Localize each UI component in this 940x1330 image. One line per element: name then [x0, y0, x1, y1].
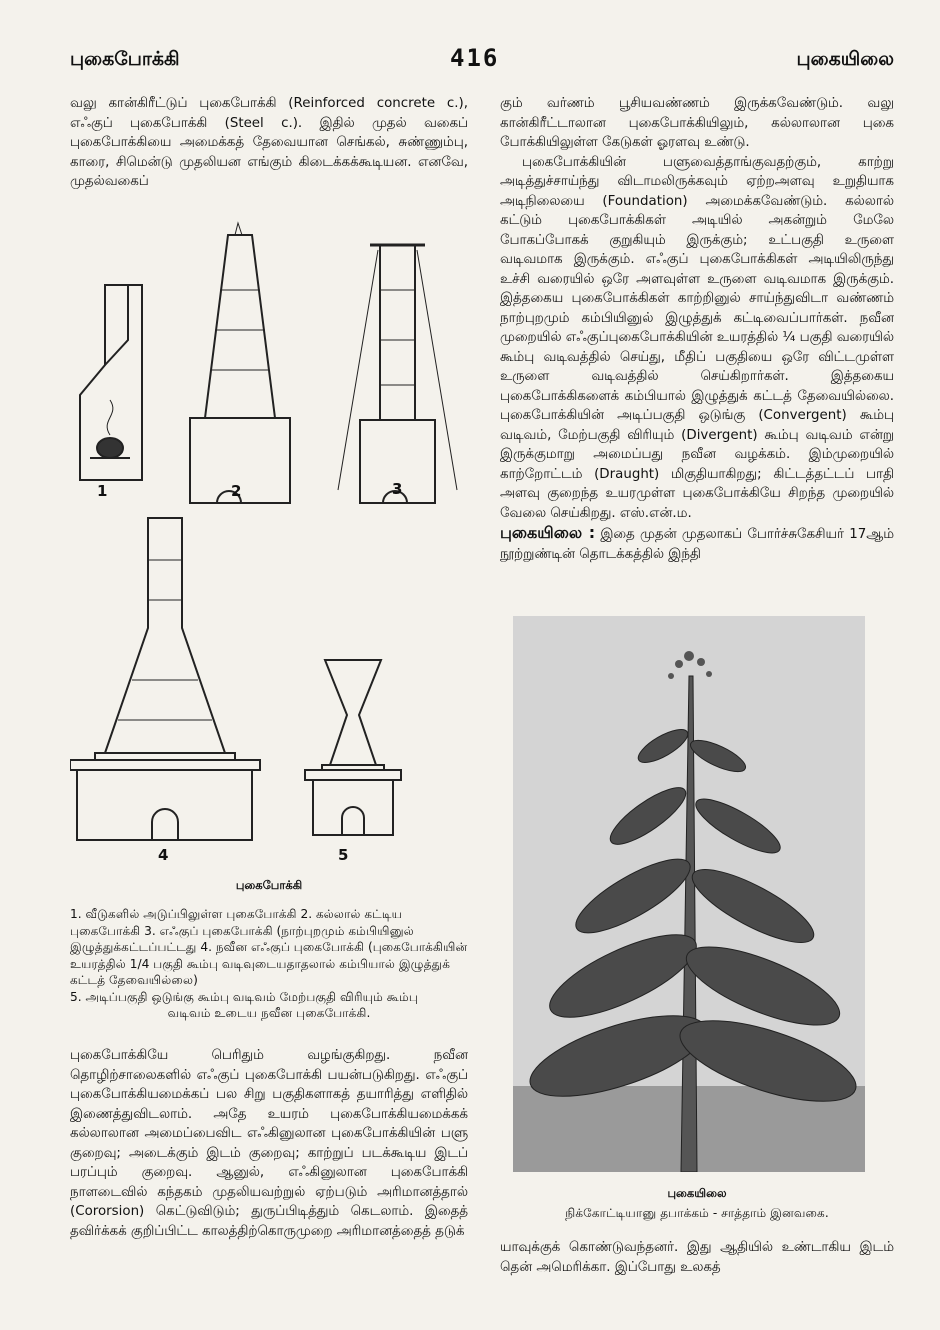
- left-column-bottom-text: [70, 1046, 468, 1241]
- figure-label-3: 3: [392, 480, 403, 498]
- right-column-top-text: [500, 94, 894, 564]
- figure-title: புகைபோக்கி: [235, 878, 303, 892]
- tobacco-plant-image: [513, 616, 865, 1172]
- caption-line: வடிவம் உடைய நவீன புகைபோக்கி.: [167, 1006, 371, 1020]
- left-column-top-text: [70, 94, 468, 192]
- chimney-2-drawing: [190, 223, 290, 503]
- paragraph: வலு கான்கிரீட்டுப் புகைபோக்கி (Reinforced concrete c.), எஃகுப் புகைபோக்கி (Steel c.). இதில் முதல் வகைப் புகைபோக்கியை அமைக்கத் தேவையான செங்கல், சுண்ணும்பு, காரை, சிமென்டு முதலியன எங்கும் கிடைக்கக்கூடியன. எனவே, முதல்வகைப்: [70, 96, 468, 189]
- paragraph: யாவுக்குக் கொண்டுவந்தனர். இது ஆதியில் உண்டாகிய இடம் தென் அமெரிக்கா. இப்போது உலகத்: [500, 1240, 894, 1275]
- chimney-5-drawing: [305, 660, 401, 835]
- tobacco-plant-photo: [513, 616, 865, 1172]
- chimney-1-drawing: [80, 285, 142, 480]
- chimney-4-drawing: [70, 518, 260, 840]
- figure-caption: [70, 906, 468, 1022]
- photo-title: புகையிலை: [667, 1186, 727, 1200]
- right-column-bottom-text: [500, 1238, 894, 1277]
- paragraph: புகைபோக்கியின் பளுவைத்தாங்குவதற்கும், காற்று அடித்துச்சாய்ந்து விடாமலிருக்கவும் ஏற்றஅளவு உறுதியாக அடிநிலையை (Foundation) அமைக்கவேண்டும். கல்லால் கட்டும் புகைபோக்கிகள் அடியில் அகன்றும் மேலே போகப்போகக் குறுகியும் இருக்கும்; உட்பகுதி உருளை வடிவமாக இருக்கும். எஃகுப் புகைபோக்கிகள் அடியிலிருந்து உச்சி வரையில் ஒரே அளவுள்ள உருளை வடிவமாக இருக்கும். இத்தகைய புகைபோக்கிகள் காற்றினுல் சாய்ந்துவிடா வண்ணம் நாற்புறமும் கம்பியினுல் இழுத்துக் கட்டிவைப்பார்கள். நவீன முறையில் எஃகுப்புகைபோக்கியின் உயரத்தில் ¼ பகுதி வரையில் கூம்பு வடிவத்தில் செய்து, மீதிப் பகுதியை ஒரே விட்டமுள்ள உருளை வடிவத்தில் செய்கிறார்கள். இத்தகைய புகைபோக்கிகளைக் கம்பியால் இழுத்துக் கட்டத் தேவையில்லை. புகைபோக்கியின் அடிப்பகுதி ஒடுங்கு (Convergent) கூம்பு வடிவம், மேற்பகுதி விரியும் (Divergent) கூம்பு வடிவம் என்று இருக்குமாறு அமைப்பது நவீன வழக்கம். இம்முறையில் காற்றோட்டம் (Draught) மிகுதியாகிறது; கிட்டத்தட்டப் பாதி அளவு குறைந்த உயரமுள்ள புகைபோக்கியே சிறந்த முறையில் வேலை செய்கிறது. எஸ்.என்.ம.: [500, 154, 894, 521]
- chimney-figure: [70, 210, 470, 870]
- figure-label-5: 5: [338, 846, 349, 864]
- entry-heading: புகையிலை :: [500, 523, 596, 542]
- figure-label-4: 4: [158, 846, 169, 864]
- photo-caption: நிக்கோட்டியானு தபாக்கம் - சாத்தாம் இனவகை.: [565, 1206, 829, 1220]
- entry-paragraph: [500, 523, 894, 564]
- figure-label-2: 2: [231, 482, 242, 500]
- chimney-3-drawing: [338, 245, 457, 503]
- page-number: 416: [450, 44, 500, 72]
- entry-text: இதை முதன் முதலாகப் போர்ச்சுகேசியர் 17ஆம் நூற்றுண்டின் தொடக்கத்தில் இந்தி: [500, 527, 894, 562]
- figure-label-1: 1: [97, 482, 108, 500]
- caption-line: 1. வீடுகளில் அடுப்பிலுள்ள புகைபோக்கி 2. கல்லால் கட்டிய புகைபோக்கி 3. எஃகுப் புகைபோக்கி (நாற்புறமும் கம்பியினுல் இழுத்துக்கட்டப்பட்டது 4. நவீன எஃகுப் புகைபோக்கி (புகைபோக்கியின் உயரத்தில் 1/4 பகுதி கூம்பு வடிவுடையதாதலால் கம்பியால் இழுத்துக் கட்டத் தேவையில்லை): [70, 907, 468, 987]
- running-head-right: புகையிலை: [796, 48, 894, 70]
- paragraph: புகைபோக்கியே பெரிதும் வழங்குகிறது. நவீன தொழிற்சாலைகளில் எஃகுப் புகைபோக்கி பயன்படுகிறது. எஃகுப் புகைபோக்கியமைக்கப் பல சிறு பகுதிகளாகத் தயாரித்து எளிதில் இணைத்துவிடலாம். அதே உயரம் புகைபோக்கியமைக்கக் கல்லாலான அமைப்பைவிட எஃகினுலான புகைபோக்கியின் பளு குறைவு; அடைக்கும் இடம் குறைவு; காற்றுப் படக்கூடிய இடப் பரப்பும் குறைவு. ஆனுல், எஃகினுலான புகைபோக்கி நாளடைவில் கந்தகம் முதலியவற்றுல் ஏற்படும் அரிமானத்தால் (Cororsion) கெட்டுவிடும்; துருப்பிடித்தும் கெடலாம். இதைத் தவிர்க்கக் குறிப்பிட்ட காலத்திற்கொருமுறை அரிமானத்தைத் தடுக்: [70, 1048, 468, 1239]
- caption-line: 5. அடிப்பகுதி ஒடுங்கு கூம்பு வடிவம் மேற்பகுதி விரியும் கூம்பு: [70, 989, 418, 1004]
- running-head-left: புகைபோக்கி: [70, 48, 180, 70]
- paragraph: கும் வர்ணம் பூசியவண்ணம் இருக்கவேண்டும். வலு கான்கிரீட்டாலான புகைபோக்கியிலும், கல்லாலான புகை போக்கியிலுள்ள கேடுகள் ஓரளவு உண்டு.: [500, 96, 894, 150]
